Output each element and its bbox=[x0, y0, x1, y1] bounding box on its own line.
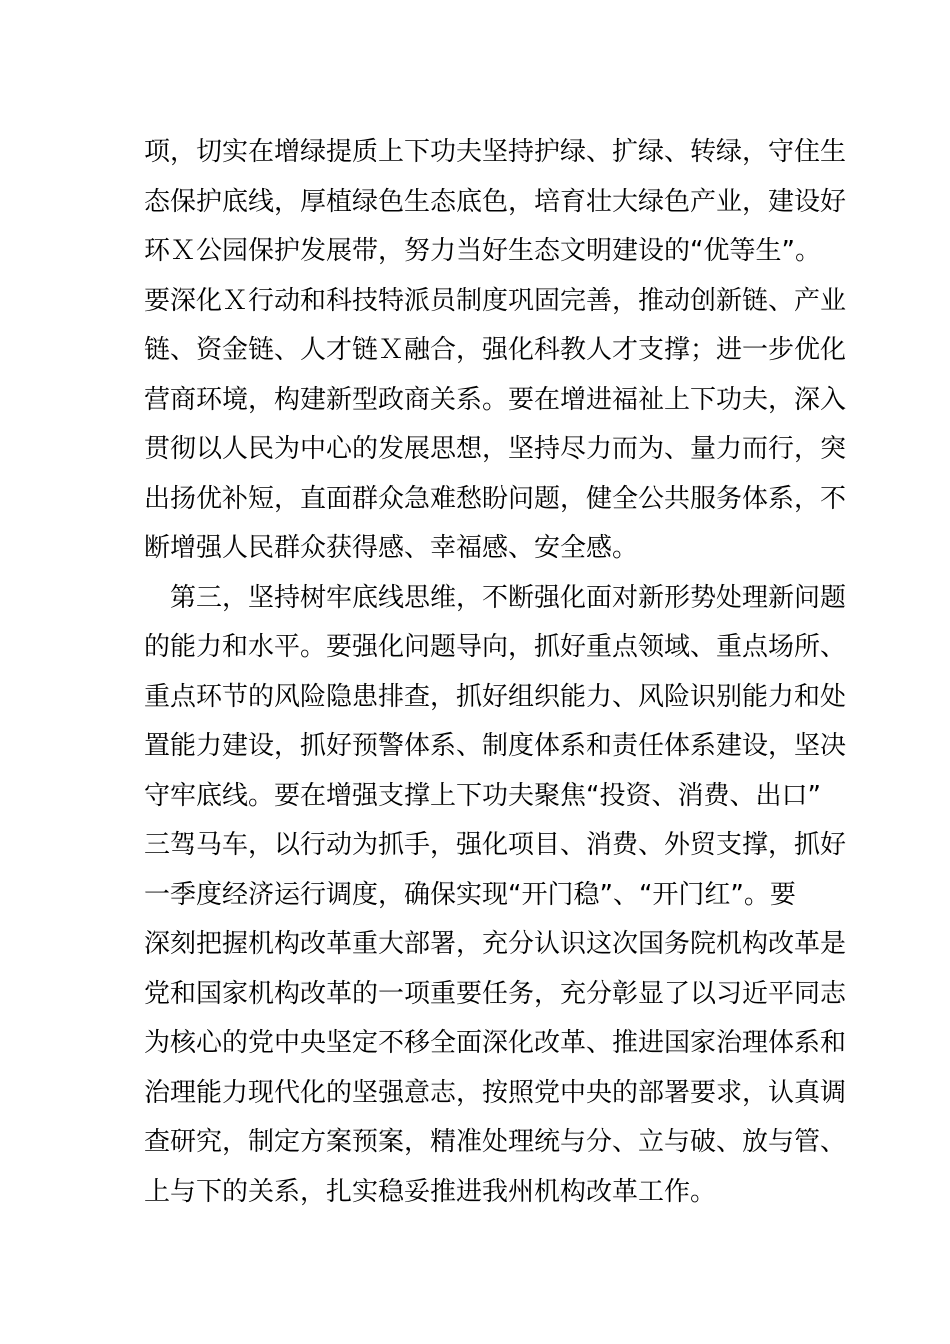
paragraph-start-line: 第三，坚持树牢底线思维，不断强化面对新形势处理新问题 bbox=[144, 582, 847, 613]
text-line: 链、资金链、人才链Ｘ融合，强化科教人才支撑；进一步优化 bbox=[144, 335, 847, 365]
text-line: 态保护底线，厚植绿色生态底色，培育壮大绿色产业，建设好 bbox=[144, 186, 847, 217]
text-line: 为核心的党中央坚定不移全面深化改革、推进国家治理体系和 bbox=[144, 1028, 847, 1058]
text-line: 环Ｘ公园保护发展带，努力当好生态文明建设的“优等生”。 bbox=[144, 236, 821, 266]
text-line: 重点环节的风险隐患排查，抓好组织能力、风险识别能力和处 bbox=[144, 681, 847, 712]
text-line: 一季度经济运行调度，确保实现“开门稳”、“开门红”。要 bbox=[144, 879, 796, 910]
text-line: 守牢底线。要在增强支撑上下功夫聚焦“投资、消费、出口” bbox=[144, 780, 821, 811]
text-line: 营商环境，构建新型政商关系。要在增进福祉上下功夫，深入 bbox=[144, 384, 847, 415]
text-line: 上与下的关系，扎实稳妥推进我州机构改革工作。 bbox=[144, 1176, 717, 1207]
text-line: 断增强人民群众获得感、幸福感、安全感。 bbox=[144, 533, 639, 563]
text-line: 查研究，制定方案预案，精准处理统与分、立与破、放与管、 bbox=[144, 1127, 847, 1157]
text-line: 出扬优补短，直面群众急难愁盼问题，健全公共服务体系，不 bbox=[144, 483, 847, 514]
text-line: 深刻把握机构改革重大部署，充分认识这次国务院机构改革是 bbox=[144, 929, 847, 959]
text-line: 治理能力现代化的坚强意志，按照党中央的部署要求，认真调 bbox=[144, 1077, 847, 1108]
text-line: 党和国家机构改革的一项重要任务，充分彰显了以习近平同志 bbox=[144, 978, 847, 1009]
document-body bbox=[144, 128, 847, 1217]
text-line: 要深化Ｘ行动和科技特派员制度巩固完善，推动创新链、产业 bbox=[144, 285, 847, 316]
text-line: 的能力和水平。要强化问题导向，抓好重点领域、重点场所、 bbox=[144, 632, 847, 662]
text-line: 项，切实在增绿提质上下功夫坚持护绿、扩绿、转绿，守住生 bbox=[144, 137, 847, 167]
text-line: 置能力建设，抓好预警体系、制度体系和责任体系建设，坚决 bbox=[144, 731, 847, 761]
text-line: 贯彻以人民为中心的发展思想，坚持尽力而为、量力而行，突 bbox=[144, 434, 847, 464]
text-line: 三驾马车，以行动为抓手，强化项目、消费、外贸支撑，抓好 bbox=[144, 830, 847, 860]
